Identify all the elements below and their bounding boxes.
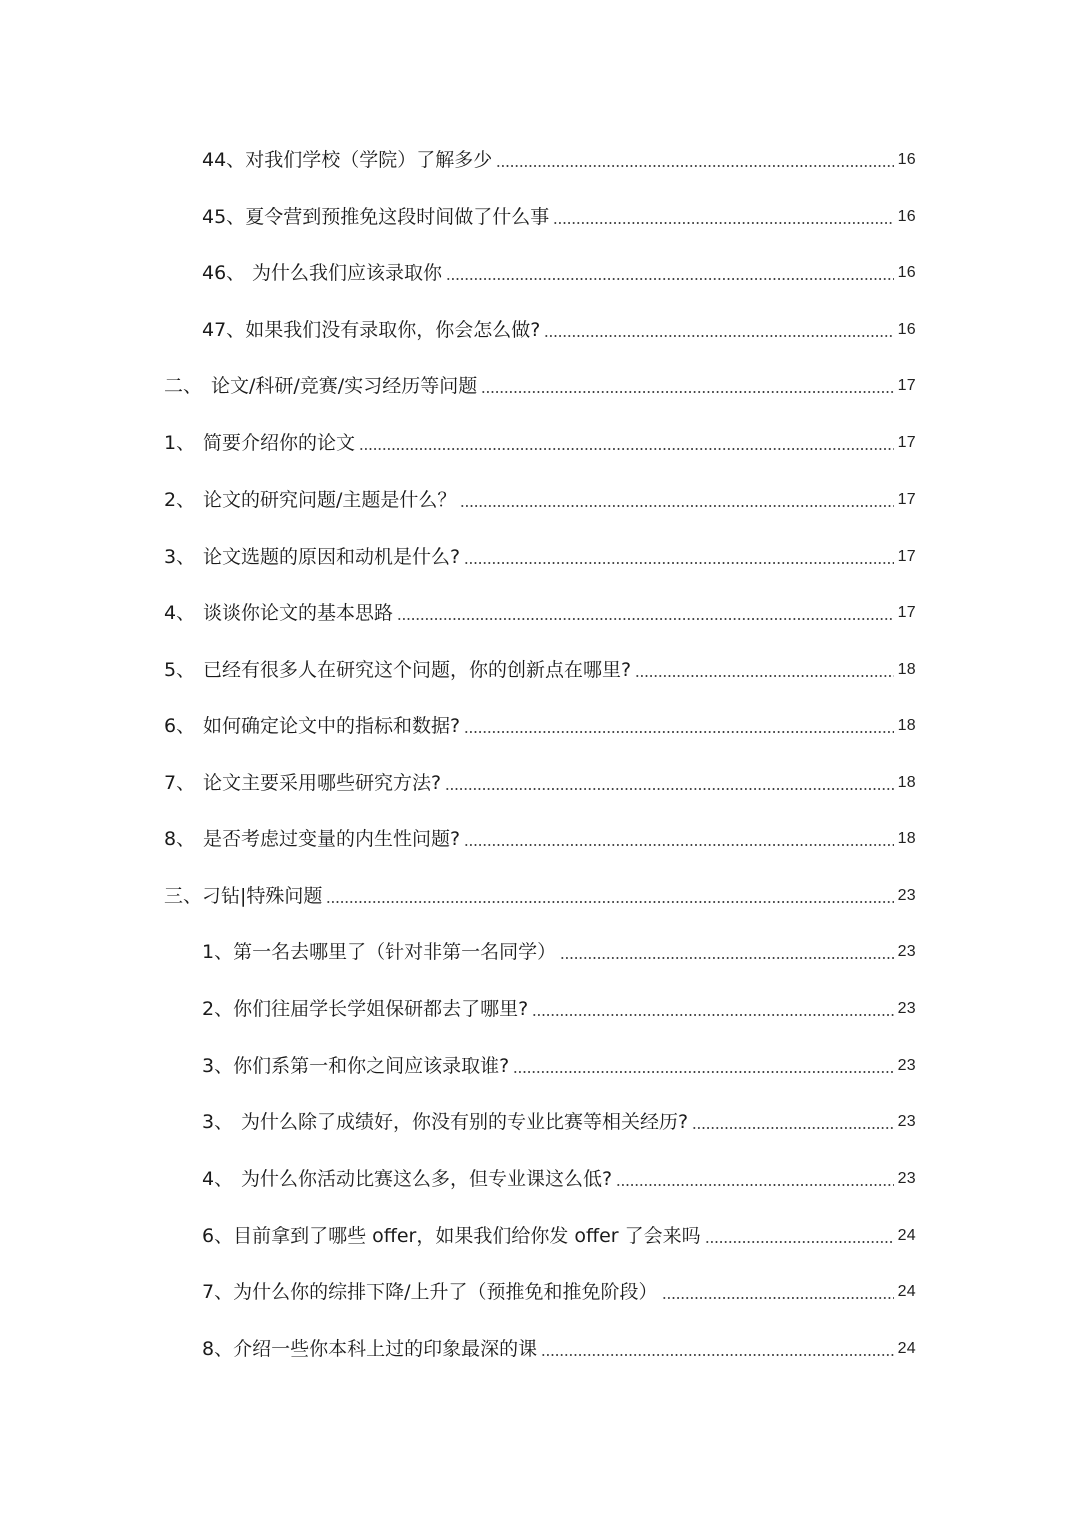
toc-entry[interactable] — [0, 763, 1080, 803]
toc-entry-page: 18 — [897, 830, 916, 847]
toc-entry-title: 对我们学校（学院）了解多少 — [245, 149, 493, 171]
toc-entry-page: 16 — [897, 151, 916, 168]
toc-entry[interactable] — [0, 1216, 1080, 1256]
toc-entry-page: 17 — [897, 491, 916, 508]
toc-entry[interactable] — [0, 876, 1080, 916]
toc-entry-title: 为什么除了成绩好，你没有别的专业比赛等相关经历? — [241, 1111, 689, 1133]
toc-entry-number: 6、 — [202, 1225, 234, 1247]
toc-entry-title: 为什么你活动比赛这么多，但专业课这么低? — [241, 1168, 613, 1190]
dot-leader — [635, 675, 894, 677]
toc-entry-number: 4、 — [164, 602, 196, 624]
toc-entry-page: 16 — [897, 264, 916, 281]
toc-entry-page: 23 — [897, 1057, 916, 1074]
toc-entry-page: 17 — [897, 377, 916, 394]
toc-entry-number: 1、 — [164, 432, 196, 454]
dot-leader — [464, 562, 894, 564]
toc-entry-page: 24 — [897, 1340, 916, 1357]
toc-entry[interactable] — [0, 140, 1080, 180]
toc-entry[interactable] — [0, 253, 1080, 293]
toc-entry-page: 24 — [897, 1283, 916, 1300]
toc-entry[interactable] — [0, 819, 1080, 859]
toc-entry-number: 7、 — [202, 1281, 234, 1303]
toc-entry[interactable] — [0, 706, 1080, 746]
toc-entry-number: 二、 — [164, 375, 203, 397]
toc-entry-number: 44、 — [202, 149, 246, 171]
dot-leader — [553, 222, 893, 224]
toc-entry[interactable] — [0, 310, 1080, 350]
toc-entry-title: 介绍一些你本科上过的印象最深的课 — [233, 1338, 538, 1360]
toc-entry[interactable] — [0, 480, 1080, 520]
dot-leader — [560, 957, 893, 959]
toc-entry-title: 如何确定论文中的指标和数据? — [203, 715, 461, 737]
toc-entry-title: 刁钻|特殊问题 — [202, 885, 323, 907]
toc-entry-page: 23 — [897, 1000, 916, 1017]
toc-entry[interactable] — [0, 989, 1080, 1029]
dot-leader — [464, 731, 894, 733]
toc-entry-number: 1、 — [202, 941, 234, 963]
toc-entry-page: 18 — [897, 717, 916, 734]
toc-entry-page: 17 — [897, 434, 916, 451]
toc-entry-title: 为什么你的综排下降/上升了（预推免和推免阶段） — [233, 1281, 658, 1303]
toc-entry-title: 谈谈你论文的基本思路 — [203, 602, 394, 624]
dot-leader — [513, 1071, 893, 1073]
toc-entry-title: 你们系第一和你之间应该录取谁? — [233, 1055, 510, 1077]
toc-entry-title: 目前拿到了哪些 offer，如果我们给你发 offer 了会来吗 — [233, 1225, 701, 1247]
toc-entry-page: 23 — [897, 1113, 916, 1130]
toc-entry-title: 论文的研究问题/主题是什么？ — [203, 489, 457, 511]
dot-leader — [445, 788, 894, 790]
toc-entry-number: 8、 — [164, 828, 196, 850]
toc-entry-number: 8、 — [202, 1338, 234, 1360]
toc-entry-page: 18 — [897, 661, 916, 678]
toc-entry-number: 6、 — [164, 715, 196, 737]
toc-entry-title: 夏令营到预推免这段时间做了什么事 — [245, 206, 550, 228]
toc-entry-number: 4、 — [202, 1168, 234, 1190]
toc-entry[interactable] — [0, 1046, 1080, 1086]
dot-leader — [692, 1127, 894, 1129]
toc-entry-number: 7、 — [164, 772, 196, 794]
toc-entry[interactable] — [0, 1102, 1080, 1142]
toc-entry-title: 为什么我们应该录取你 — [252, 262, 443, 284]
dot-leader — [397, 618, 894, 620]
toc-entry[interactable] — [0, 650, 1080, 690]
toc-entry[interactable] — [0, 1159, 1080, 1199]
toc-entry-title: 你们往届学长学姐保研都去了哪里? — [233, 998, 529, 1020]
toc-entry-page: 16 — [897, 321, 916, 338]
toc-entry-page: 23 — [897, 943, 916, 960]
dot-leader — [705, 1241, 894, 1243]
dot-leader — [326, 901, 893, 903]
toc-entry[interactable] — [0, 932, 1080, 972]
toc-entry-title: 如果我们没有录取你，你会怎么做? — [245, 319, 541, 341]
toc-entry-number: 47、 — [202, 319, 246, 341]
toc-entry-number: 45、 — [202, 206, 246, 228]
toc-entry[interactable] — [0, 366, 1080, 406]
dot-leader — [446, 278, 894, 280]
toc-entry-number: 3、 — [164, 546, 196, 568]
toc-entry[interactable] — [0, 1329, 1080, 1369]
dot-leader — [662, 1297, 894, 1299]
dot-leader — [496, 165, 893, 167]
toc-entry-page: 24 — [897, 1227, 916, 1244]
toc-entry-number: 5、 — [164, 659, 196, 681]
toc-entry-number: 三、 — [164, 885, 203, 907]
dot-leader — [460, 505, 893, 507]
toc-entry-title: 是否考虑过变量的内生性问题? — [203, 828, 461, 850]
toc-entry-page: 17 — [897, 604, 916, 621]
dot-leader — [541, 1354, 893, 1356]
toc-entry-number: 3、 — [202, 1111, 234, 1133]
toc-entry-title: 论文主要采用哪些研究方法? — [203, 772, 442, 794]
toc-entry-page: 23 — [897, 1170, 916, 1187]
dot-leader — [464, 844, 894, 846]
dot-leader — [616, 1184, 894, 1186]
toc-entry[interactable] — [0, 1272, 1080, 1312]
toc-entry-page: 23 — [897, 887, 916, 904]
toc-entry-title: 论文/科研/竞赛/实习经历等问题 — [211, 375, 478, 397]
toc-entry-title: 论文选题的原因和动机是什么? — [203, 546, 461, 568]
dot-leader — [359, 448, 894, 450]
dot-leader — [544, 335, 893, 337]
toc-entry-page: 17 — [897, 548, 916, 565]
toc-entry-number: 2、 — [202, 998, 234, 1020]
dot-leader — [532, 1014, 893, 1016]
toc-entry-number: 46、 — [202, 262, 246, 284]
toc-entry[interactable] — [0, 537, 1080, 577]
toc-entry[interactable] — [0, 423, 1080, 463]
toc-entry[interactable] — [0, 197, 1080, 237]
toc-entry-page: 16 — [897, 208, 916, 225]
toc-entry-title: 已经有很多人在研究这个问题，你的创新点在哪里? — [203, 659, 632, 681]
toc-entry[interactable] — [0, 593, 1080, 633]
toc-entry-page: 18 — [897, 774, 916, 791]
toc-entry-number: 3、 — [202, 1055, 234, 1077]
dot-leader — [481, 391, 893, 393]
toc-entry-number: 2、 — [164, 489, 196, 511]
toc-entry-title: 第一名去哪里了（针对非第一名同学） — [233, 941, 557, 963]
toc-entry-title: 简要介绍你的论文 — [203, 432, 356, 454]
